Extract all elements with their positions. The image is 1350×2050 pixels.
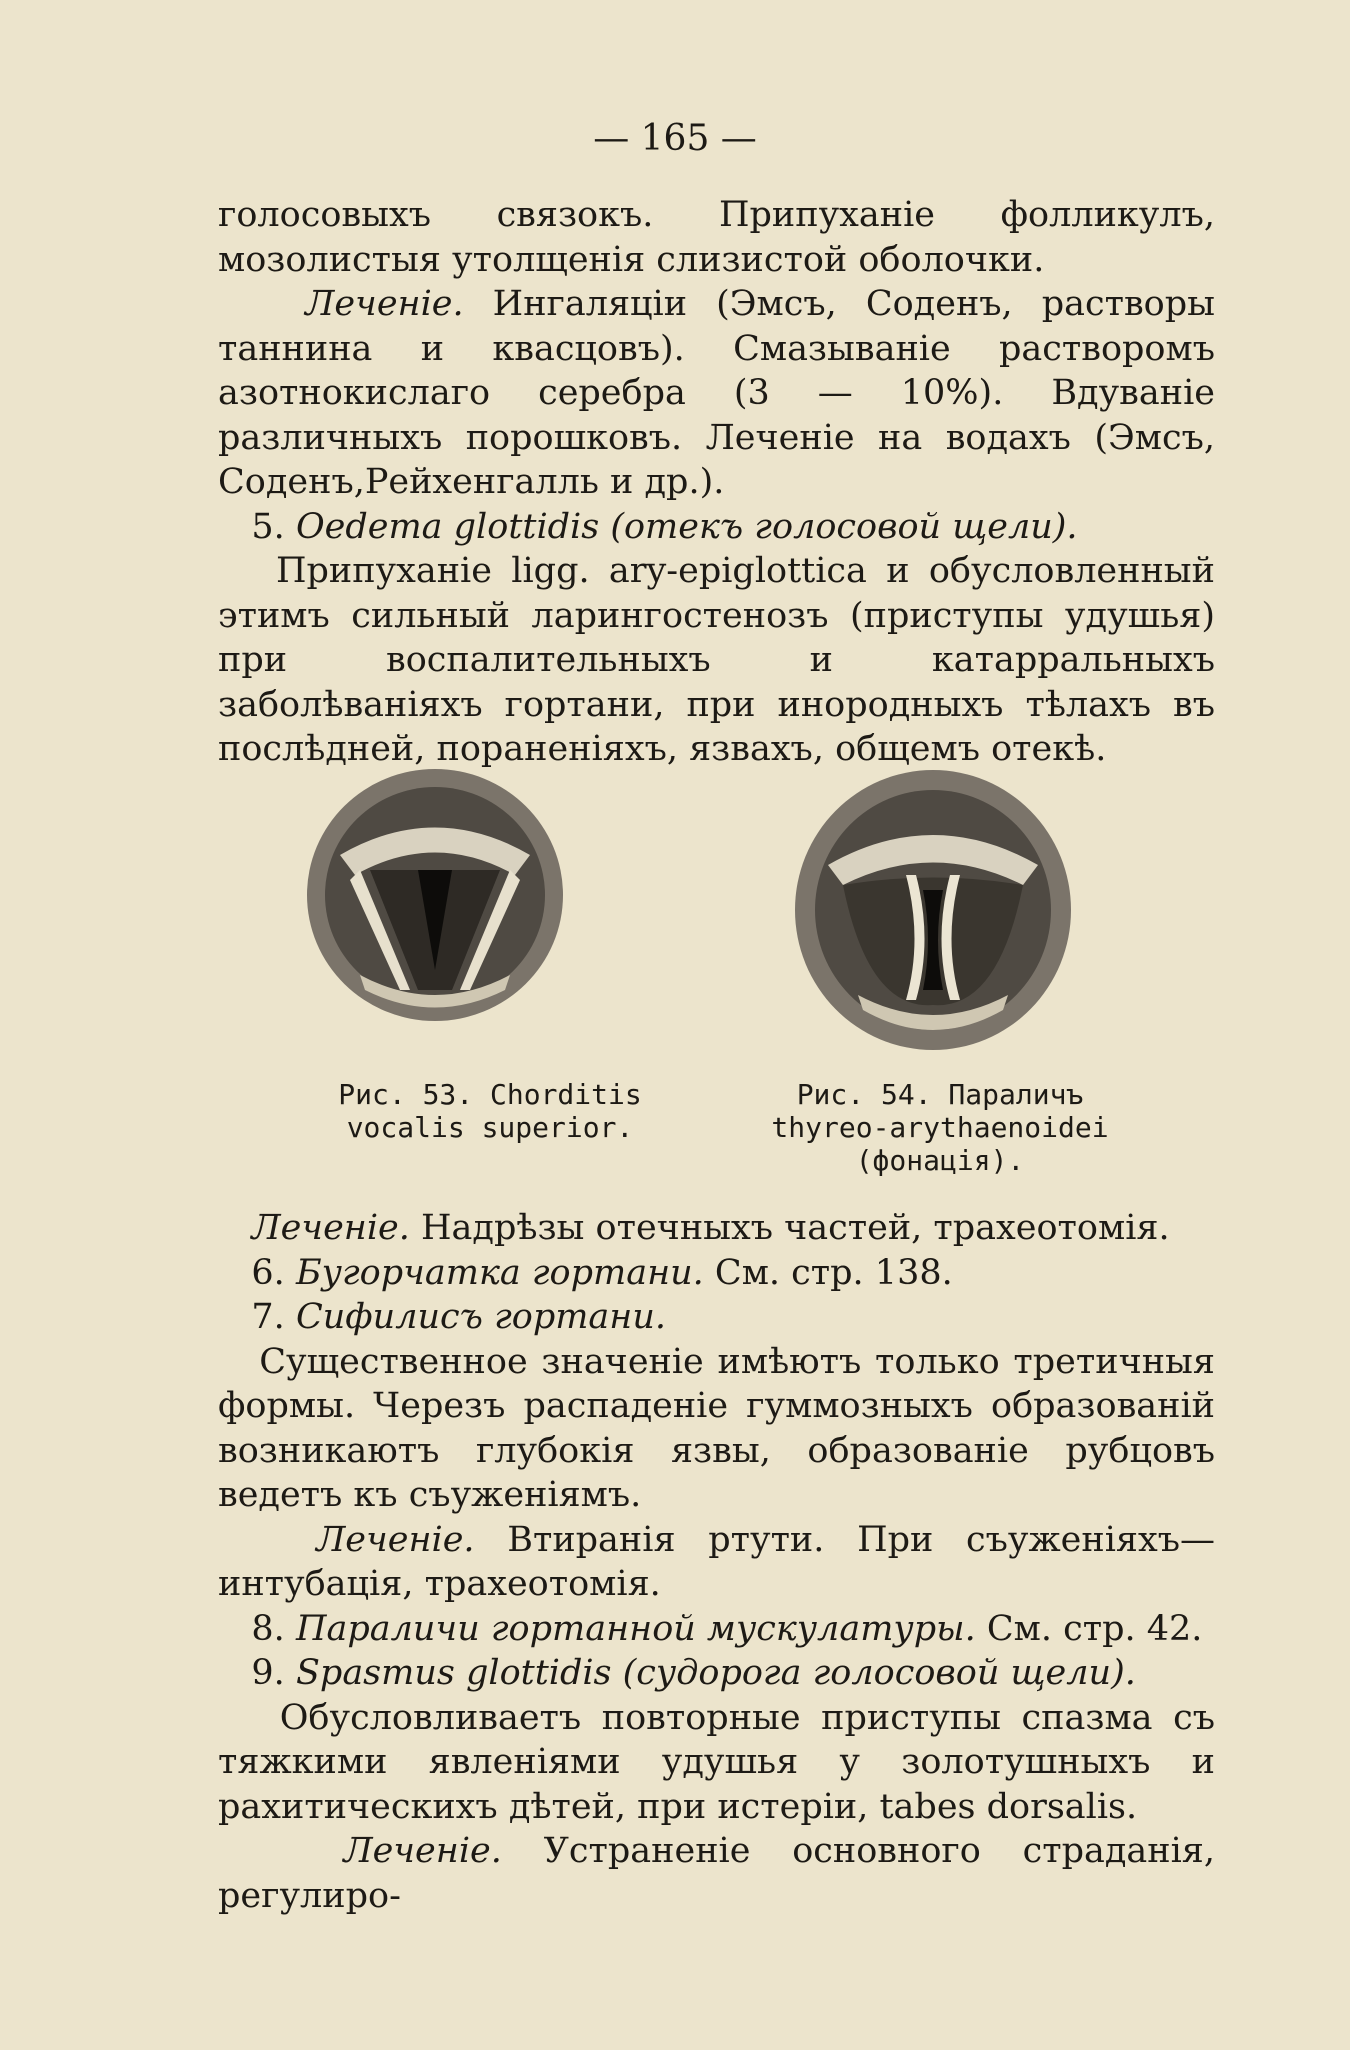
item-6: 6. Бугорчатка гортани. См. стр. 138. xyxy=(251,1252,953,1293)
paragraph-oedema-text: Припуханіе ligg. ary-epiglottica и обусловленный этимъ сильный ларингостенозъ (приступы удушья) при воспалительныхъ и катарральныхъ заболѣваніяхъ гортани, при инородныхъ тѣлахъ въ послѣдней, пораненіяхъ, язвахъ, общемъ отекѣ. xyxy=(218,551,1215,769)
item-7: 7. Сифилисъ гортани. xyxy=(251,1297,667,1337)
paragraph-treatment-1 xyxy=(218,282,1215,505)
paragraph-oedema xyxy=(218,549,1215,772)
paragraph-spasmus: Обусловливаетъ повторные приступы спазма съ тяжкими явленіями удушья у золотушныхъ и рахитическихъ дѣтей, при истеріи, tabes dorsalis. xyxy=(218,1697,1215,1827)
paragraph: голосовыхъ связокъ. Припуханіе фолликулъ, мозолистыя утолщенія слизистой оболочки. xyxy=(218,195,1215,280)
text-block-top xyxy=(218,193,1215,772)
figure-54-caption: Рис. 54. Параличъ thyreo-arythaenoidei (фонація). xyxy=(771,1078,1109,1177)
treatment-label: Леченіе. xyxy=(305,284,464,324)
figure-54-illustration xyxy=(788,760,1078,1060)
figure-53-illustration xyxy=(300,760,570,1030)
treatment-text: Ингаляціи (Эмсъ, Соденъ, растворы таннина и квасцовъ). Смазываніе растворомъ азотнокислаго серебра (3 — 10%). Вдуваніе различныхъ порошковъ. Леченіе на водахъ (Эмсъ, Соденъ,Рейхенгалль и др.). xyxy=(218,284,1215,502)
paragraph-treatment-2 xyxy=(218,1206,1215,1251)
treatment-text: Надрѣзы отечныхъ частей, трахеотомія. xyxy=(409,1208,1170,1248)
paragraph-treatment-4: Леченіе. Устраненіе основного страданія, регулиро- xyxy=(218,1831,1215,1916)
page-number: — 165 — xyxy=(593,118,757,159)
text-block-bottom xyxy=(218,1206,1215,1918)
item-5 xyxy=(218,505,1215,550)
item-9: 9. Spasmus glottidis (судорога голосовой щели). xyxy=(251,1653,1136,1693)
paragraph-treatment-3: Леченіе. Втиранія ртути. При съуженіяхъ—интубація, трахеотомія. xyxy=(218,1519,1215,1604)
item-8: 8. Параличи гортанной мускулатуры. См. стр. 42. xyxy=(251,1608,1203,1649)
paragraph-syphilis: Существенное значеніе имѣютъ только третичныя формы. Черезъ распаденіе гуммозныхъ образованій возникаютъ глубокія язвы, образованіе рубцовъ ведетъ къ съуженіямъ. xyxy=(218,1341,1215,1515)
treatment-label: Леченіе. xyxy=(251,1208,410,1248)
item-5-number: 5. xyxy=(251,506,285,547)
item-5-title: Oedema glottidis (отекъ голосовой щели). xyxy=(295,506,1078,547)
figures xyxy=(300,760,1109,1190)
figure-53-caption: Рис. 53. Chorditis vocalis superior. xyxy=(338,1078,642,1144)
